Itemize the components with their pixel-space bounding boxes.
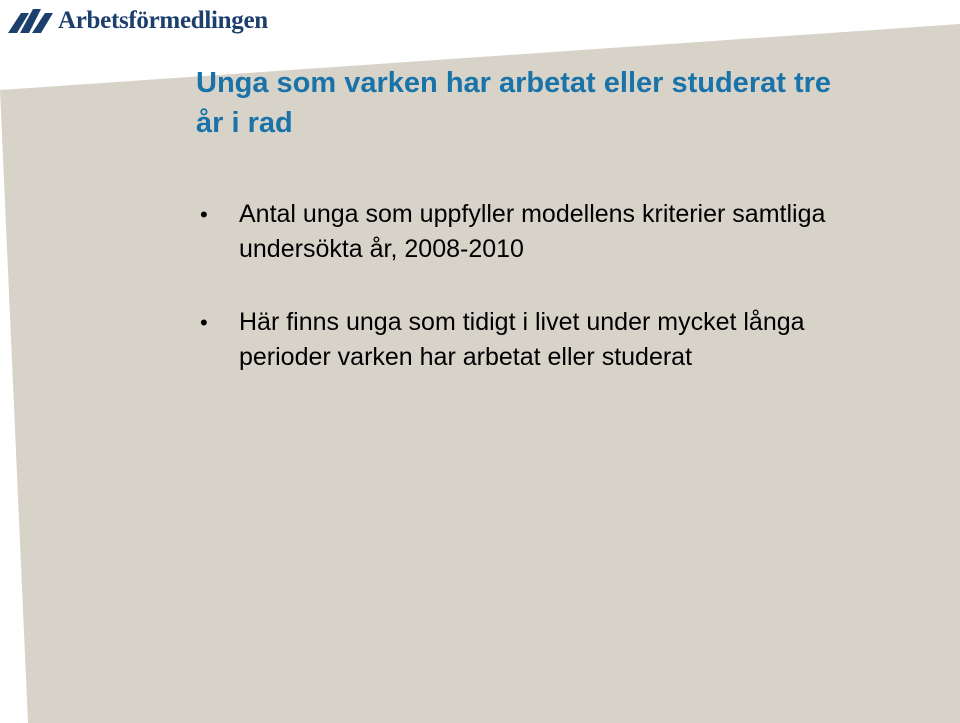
bullet-text: Antal unga som uppfyller modellens kriterier samtliga undersökta år, 2008-2010 [239, 200, 826, 263]
bullet-dot-icon: • [200, 202, 208, 227]
bullet-item [196, 305, 896, 375]
arbetsformedlingen-logo [8, 2, 268, 38]
arbetsformedlingen-mark-icon [8, 7, 54, 33]
bullet-text: Här finns unga som tidigt i livet under mycket långa perioder varken har arbetat eller studerat [239, 308, 805, 371]
slide-title: Unga som varken har arbetat eller studerat tre år i rad [196, 67, 832, 139]
bullet-item [196, 197, 896, 267]
logo-wordmark: Arbetsförmedlingen [58, 6, 268, 34]
bullet-list [196, 197, 896, 375]
bullet-dot-icon: • [200, 310, 208, 335]
